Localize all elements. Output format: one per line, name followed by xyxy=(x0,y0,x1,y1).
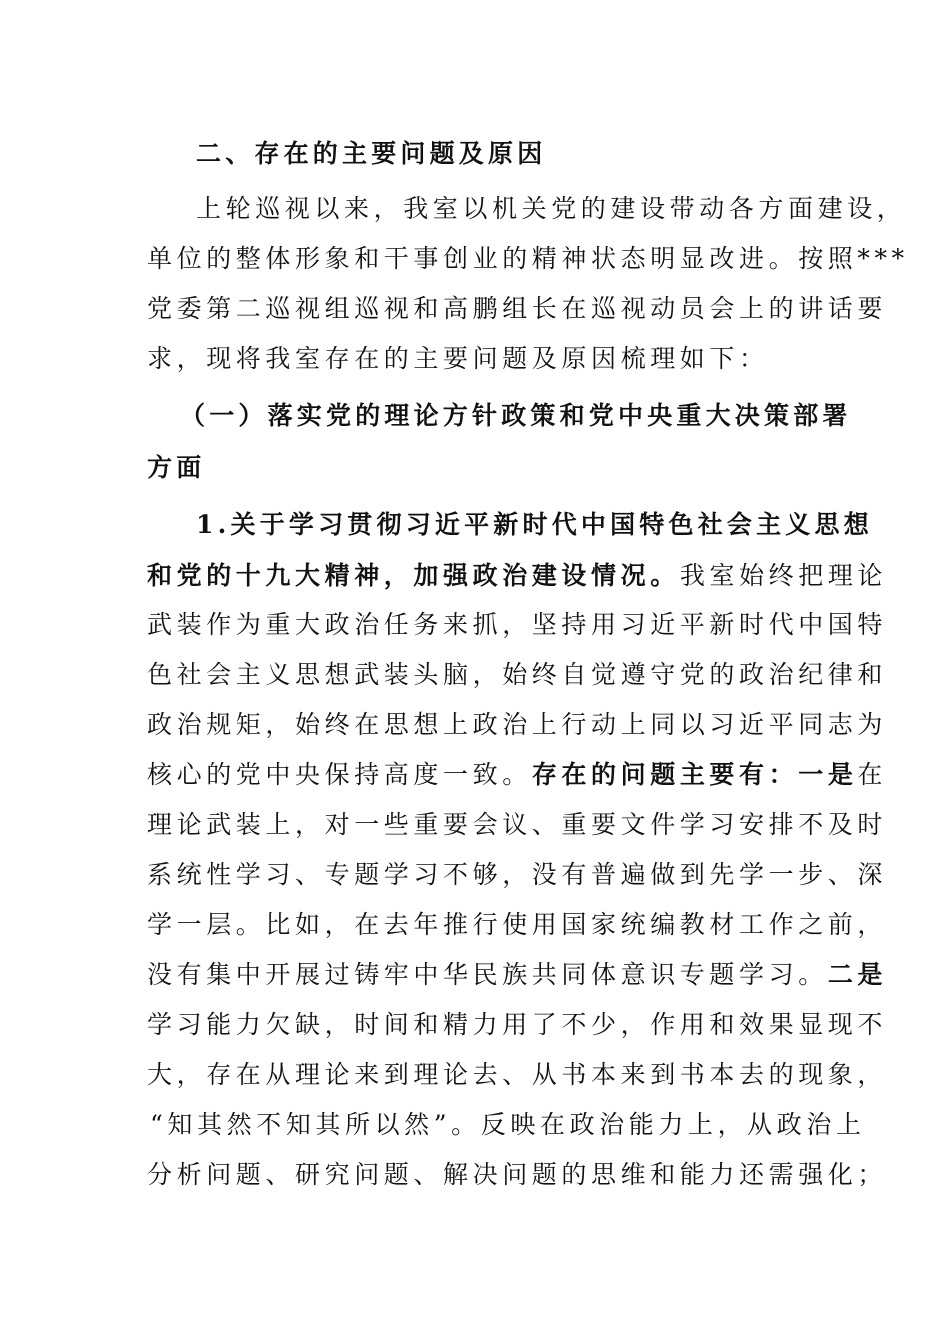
item1-line-2 xyxy=(147,560,887,592)
item1-line-10 xyxy=(147,959,887,991)
item1-line-6 xyxy=(147,759,887,791)
item1-line-11: 学习能力欠缺，时间和精力用了不少，作用和效果显现不 xyxy=(147,1010,888,1039)
item1-line-9: 学一层。比如，在去年推行使用国家统编教材工作之前， xyxy=(147,910,888,939)
item1-line-4: 色社会主义思想武装头脑，始终自觉遵守党的政治纪律和 xyxy=(147,660,888,689)
intro-line-2: 单位的整体形象和干事创业的精神状态明显改进。按照*** xyxy=(147,244,909,273)
intro-line-3: 党委第二巡视组巡视和高鹏组长在巡视动员会上的讲话要 xyxy=(147,294,888,323)
item1-line-2-text: 我室始终把理论 xyxy=(679,561,888,590)
item1-heading-line-1: 1.关于学习贯彻习近平新时代中国特色社会主义思想 xyxy=(196,510,873,539)
item1-line-14: 分析问题、研究问题、解决问题的思维和能力还需强化； xyxy=(147,1160,888,1189)
item1-line-5: 政治规矩，始终在思想上政治上行动上同以习近平同志为 xyxy=(147,710,888,739)
item1-line-6-text: 核心的党中央保持高度一致。 xyxy=(147,760,532,789)
item1-line-12: 大，存在从理论来到理论去、从书本来到书本去的现象， xyxy=(147,1060,888,1089)
subsection-title-line-1: （一）落实党的理论方针政策和党中央重大决策部署 xyxy=(180,401,852,430)
intro-line-4: 求，现将我室存在的主要问题及原因梳理如下： xyxy=(147,344,769,373)
item1-line-8: 系统性学习、专题学习不够，没有普遍做到先学一步、深 xyxy=(147,860,888,889)
second-problem-label: 二是 xyxy=(827,960,888,989)
item1-line-6-tail: 在 xyxy=(857,760,888,789)
item1-line-7: 理论武装上，对一些重要会议、重要文件学习安排不及时 xyxy=(147,810,888,839)
item1-line-10-text: 没有集中开展过铸牢中华民族共同体意识专题学习。 xyxy=(147,960,828,989)
item1-heading-line-2: 和党的十九大精神，加强政治建设情况。 xyxy=(147,561,680,590)
intro-line-1: 上轮巡视以来，我室以机关党的建设带动各方面建设， xyxy=(196,194,907,223)
item1-line-3: 武装作为重大政治任务来抓，坚持用习近平新时代中国特 xyxy=(147,610,888,639)
item1-line-13: “知其然不知其所以然”。反映在政治能力上，从政治上 xyxy=(150,1110,866,1139)
problems-label: 存在的问题主要有：一是 xyxy=(531,760,858,789)
section-title: 二、存在的主要问题及原因 xyxy=(196,139,547,168)
subsection-title-line-2: 方面 xyxy=(147,453,206,482)
